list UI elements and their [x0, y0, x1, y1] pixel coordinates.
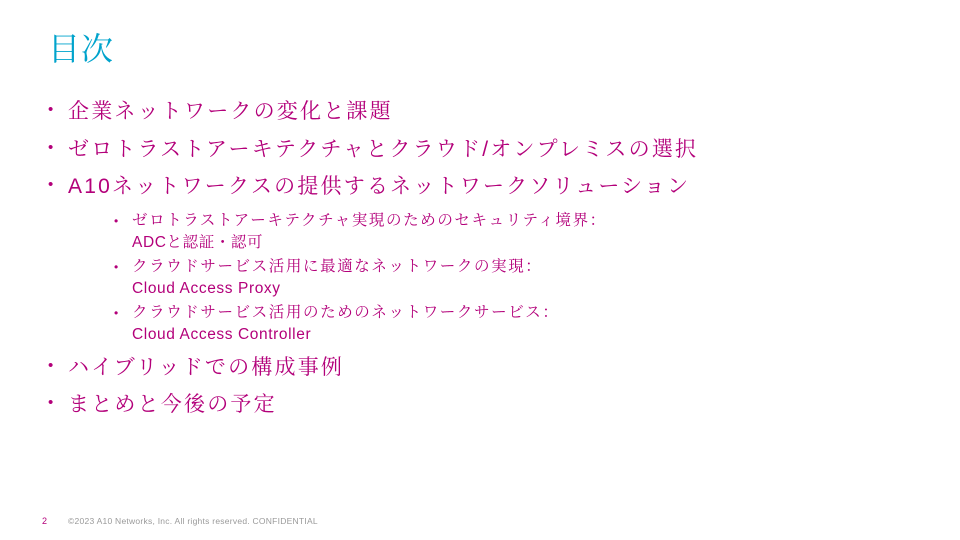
list-item	[44, 134, 924, 167]
bullet-icon: •	[114, 213, 120, 228]
list-item-label: クラウドサービス活用に最適なネットワークの実現：	[132, 257, 543, 275]
list-item-label: クラウドサービス活用のためのネットワークサービス：	[132, 303, 560, 321]
list-item-sublabel: Cloud Access Proxy	[132, 279, 281, 297]
list-item-label: ゼロトラストアーキテクチャとクラウド/オンプレミスの選択	[68, 137, 699, 161]
bullet-icon: •	[48, 394, 56, 412]
page-number: 2	[42, 516, 48, 526]
list-item-label: ゼロトラストアーキテクチャ実現のためのセキュリティ境界：	[132, 211, 607, 229]
list-item-label: ハイブリッドでの構成事例	[68, 355, 345, 379]
list-item-label: 企業ネットワークの変化と課題	[68, 100, 393, 123]
toc-list-level1	[44, 96, 924, 346]
toc-list-level1-continued	[44, 352, 924, 422]
bullet-icon: •	[48, 138, 56, 156]
list-item	[44, 389, 924, 422]
copyright-notice: ©2023 A10 Networks, Inc. All rights reserved. CONFIDENTIAL	[68, 516, 318, 526]
page-title: 目次	[48, 31, 115, 67]
list-item	[44, 96, 924, 129]
list-item-sublabel: ADCと認証・認可	[132, 233, 264, 251]
list-item	[112, 210, 924, 254]
list-item-label: A10ネットワークスの提供するネットワークソリューション	[68, 175, 691, 199]
bullet-icon: •	[114, 305, 120, 320]
bullet-icon: •	[48, 356, 56, 374]
bullet-icon: •	[48, 101, 56, 118]
list-item	[44, 171, 924, 346]
bullet-icon: •	[48, 176, 56, 194]
list-item	[112, 256, 924, 300]
slide-footer	[0, 506, 960, 526]
list-item-label: まとめと今後の予定	[68, 393, 277, 417]
table-of-contents	[44, 96, 924, 427]
list-item	[112, 302, 924, 346]
list-item-sublabel: Cloud Access Controller	[132, 325, 312, 343]
bullet-icon: •	[114, 259, 120, 274]
list-item	[44, 352, 924, 385]
toc-list-level2	[68, 210, 924, 346]
